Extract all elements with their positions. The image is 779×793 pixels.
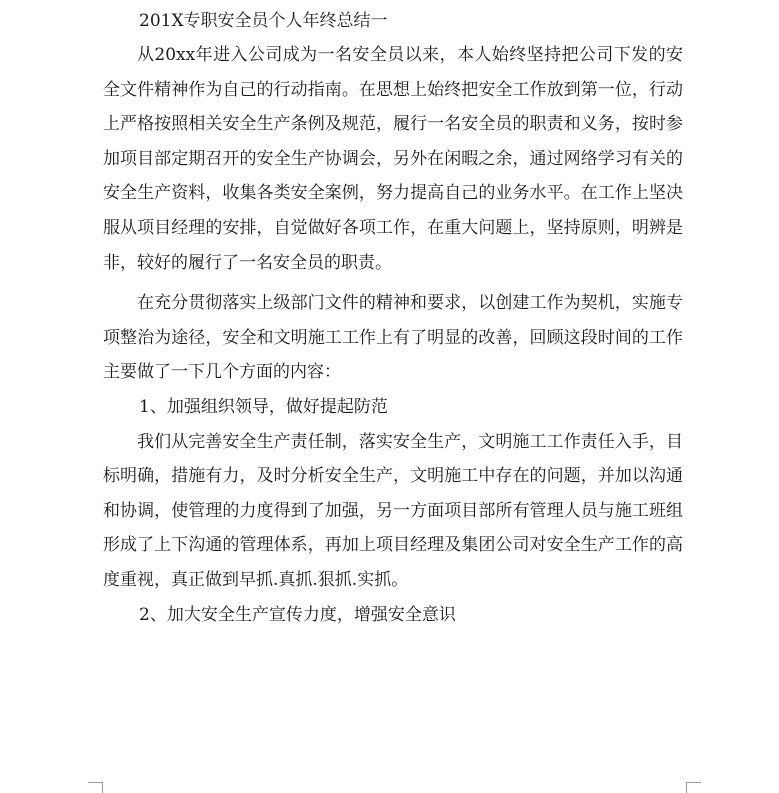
section-heading-2: 2、加大安全生产宣传力度，增强安全意识 <box>139 604 456 625</box>
margin-corner-mark-right <box>686 782 701 793</box>
margin-corner-mark-left <box>88 782 103 793</box>
paragraph-overview: 在充分贯彻落实上级部门文件的精神和要求，以创建工作为契机，实施专项整治为途径，安全和文明施工工作上有了明显的改善，回顾这段时间的工作主要做了一下几个方面的内容： <box>103 293 683 383</box>
document-body <box>103 4 683 632</box>
section-heading-1: 1、加强组织领导，做好提起防范 <box>139 396 388 417</box>
paragraph-intro: 从20xx年进入公司成为一名安全员以来，本人始终坚持把公司下发的安全文件精神作为自己的行动指南。在思想上始终把安全工作放到第一位，行动上严格按照相关安全生产条例及规范，履行一名安全员的职责和义务，按时参加项目部定期召开的安全生产协调会，另外在闲暇之余，通过网络学习有关的安全生产资料，收集各类安全案例，努力提高自己的业务水平。在工作上坚决服从项目经理的安排，自觉做好各项工作，在重大问题上，坚持原则，明辨是非，较好的履行了一名安全员的职责。 <box>103 45 683 273</box>
document-title: 201X专职安全员个人年终总结一 <box>139 11 388 31</box>
paragraph-section-1: 我们从完善安全生产责任制，落实安全生产，文明施工工作责任入手，目标明确，措施有力，及时分析安全生产，文明施工中存在的问题，并加以沟通和协调，使管理的力度得到了加强，另一方面项目部所有管理人员与施工班组形成了上下沟通的管理体系，再加上项目经理及集团公司对安全生产工作的高度重视，真正做到早抓.真抓.狠抓.实抓。 <box>103 431 683 590</box>
